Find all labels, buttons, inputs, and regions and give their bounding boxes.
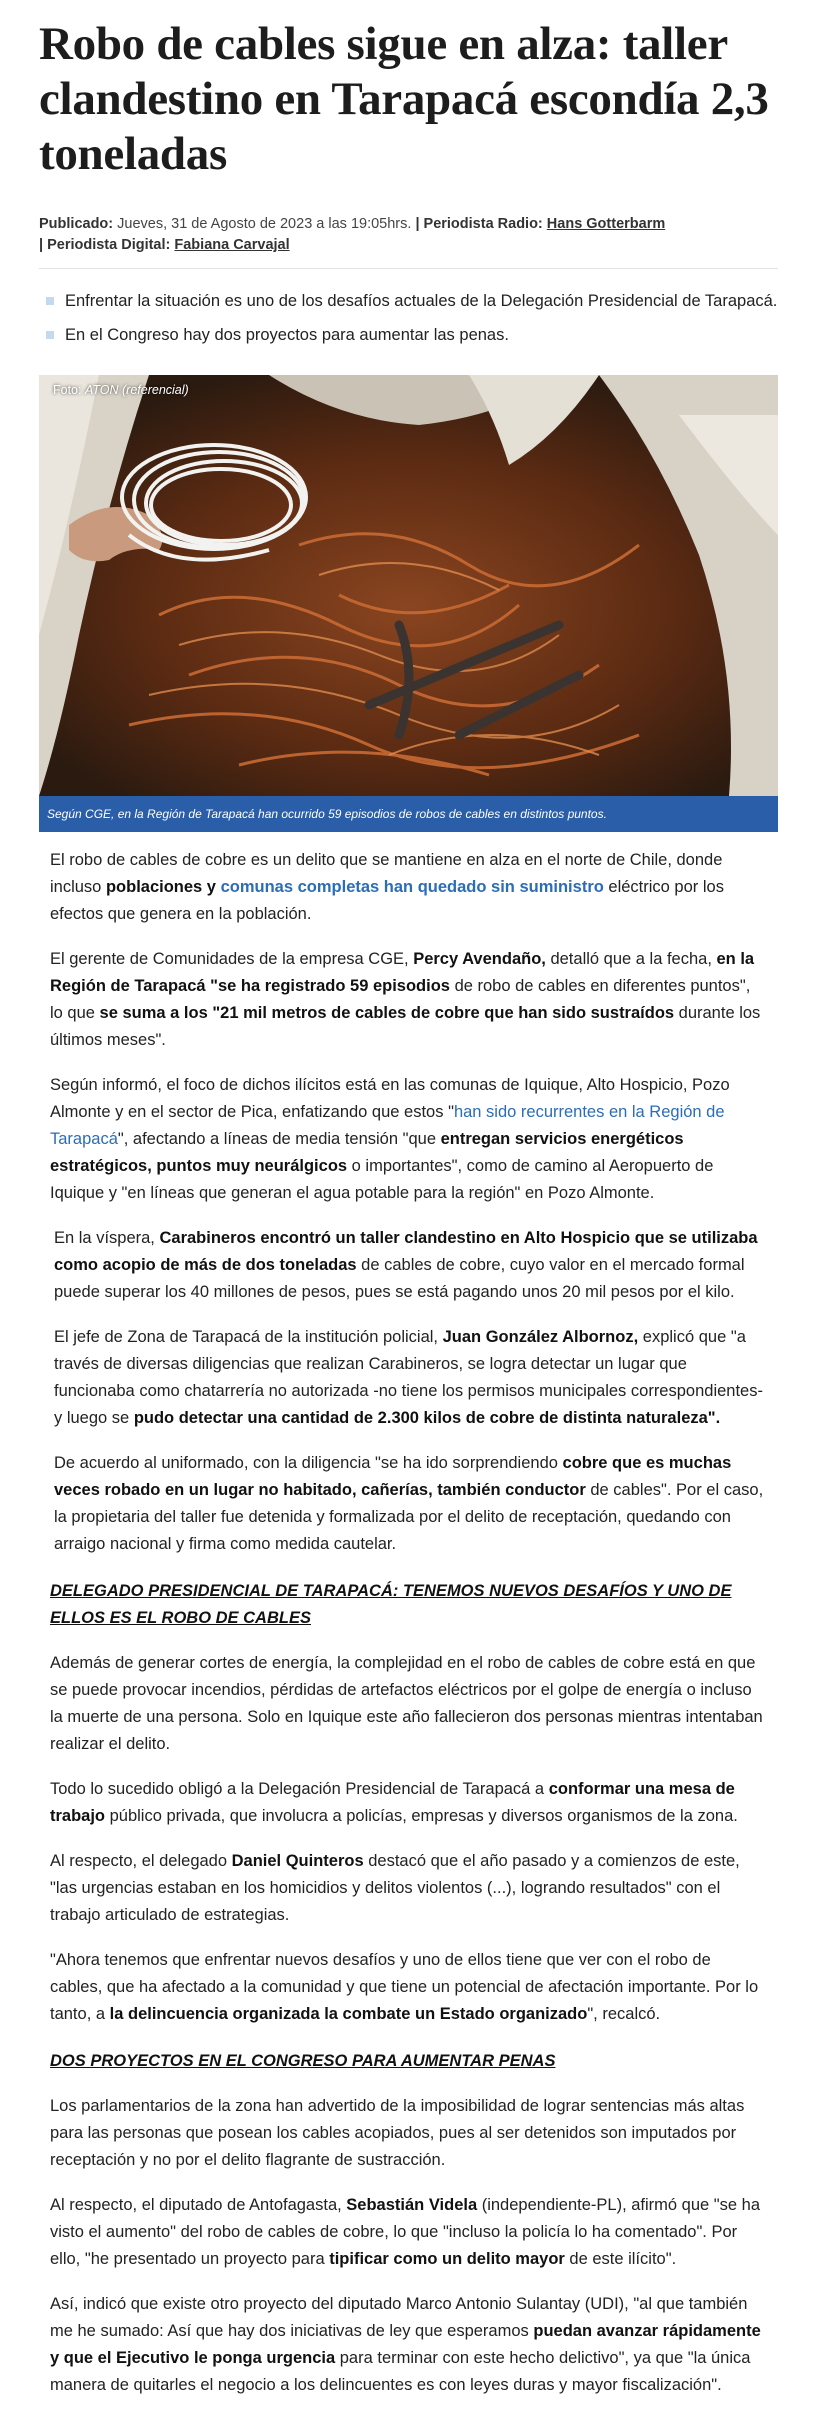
paragraph: Según informó, el foco de dichos ilícitos está en las comunas de Iquique, Alto Hospicio, Pozo Almonte y en el sector de Pica, enfatizando que estos "han sido recurrentes en la Región de Tarapacá", afectando a líneas de media tensión "que entregan servicios energéticos estratégicos, puntos muy neurálgicos o importantes", como de camino al Aeropuerto de Iquique y "en líneas que generan el agua potable para la región" en Pozo Almonte. [50, 1076, 730, 1202]
paragraph: Además de generar cortes de energía, la complejidad en el robo de cables de cobre está en que se puede provocar incendios, pérdidas de artefactos eléctricos por el golpe de energía o incluso la muerte de una persona. Solo en Iquique este año fallecieron dos personas mientras intentaban realizar el delito. [50, 1654, 763, 1753]
radio-journalist-link[interactable]: Hans Gotterbarm [546, 216, 666, 232]
paragraph: Al respecto, el delegado Daniel Quinteros destacó que el año pasado y a comienzos de este, "las urgencias estaban en los homicidios y delitos violentos (...), logrando resultados" con el trabajo articulado de estrategias. [50, 1852, 740, 1924]
paragraph: Todo lo sucedido obligó a la Delegación Presidencial de Tarapacá a conformar una mesa de trabajo público privada, que involucra a policías, empresas y diversos organismos de la zona. [50, 1780, 738, 1825]
article-body [39, 847, 778, 2399]
photo-illustration [39, 375, 778, 796]
article-title: Robo de cables sigue en alza: taller clandestino en Tarapacá escondía 2,3 toneladas [39, 18, 769, 180]
paragraph: El gerente de Comunidades de la empresa CGE, Percy Avendaño, detalló que a la fecha, en la Región de Tarapacá "se ha registrado 59 episodios de robo de cables en diferentes puntos", lo que se suma a los "21 mil metros de cables de cobre que han sido sustraídos durante los últimos meses". [50, 950, 761, 1049]
photo-caption: Según CGE, en la Región de Tarapacá han ocurrido 59 episodios de robos de cables en distintos puntos. [39, 796, 778, 832]
summary-bullet: Enfrentar la situación es uno de los desafíos actuales de la Delegación Presidencial de Tarapacá. [39, 289, 778, 313]
bullet-square-icon [46, 297, 54, 305]
paragraph: Al respecto, el diputado de Antofagasta, Sebastián Videla (independiente-PL), afirmó que "se ha visto el aumento" del robo de cables de cobre, lo que "incluso la policía lo ha comentado". Por ello, "he presentado un proyecto para tipificar como un delito mayor de este ilícito". [50, 2196, 761, 2268]
published-label: Publicado: [39, 216, 114, 232]
paragraph: El jefe de Zona de Tarapacá de la institución policial, Juan González Albornoz, explicó que "a través de diversas diligencias que realizan Carabineros, se logra detectar un lugar que funcionaba como chatarrería no autorizada -no tiene los permisos municipales correspondientes- y luego se pudo detectar una cantidad de 2.300 kilos de cobre de distinta naturaleza". [54, 1328, 763, 1427]
paragraph: Así, indicó que existe otro proyecto del diputado Marco Antonio Sulantay (UDI), "al que también me he sumado: Así que hay dos iniciativas de ley que esperamos puedan avanzar rápidamente y que el Ejecutivo le ponga urgencia para terminar con este hecho delictivo", ya que "la única manera de quitarles el negocio a los delincuentes es con leyes duras y mayor fiscalización". [50, 2295, 761, 2394]
article-figure [39, 375, 778, 832]
summary-bullet: En el Congreso hay dos proyectos para aumentar las penas. [39, 323, 778, 347]
section-heading: DELEGADO PRESIDENCIAL DE TARAPACÁ: TENEMOS NUEVOS DESAFÍOS Y UNO DE ELLOS ES EL ROBO DE CABLES [50, 1582, 732, 1627]
paragraph: En la víspera, Carabineros encontró un taller clandestino en Alto Hospicio que se utilizaba como acopio de más de dos toneladas de cables de cobre, cuyo valor en el mercado formal puede superar los 40 millones de pesos, pues se está pagando unos 20 mil pesos por el kilo. [54, 1229, 758, 1301]
digital-journalist-label: | Periodista Digital: [39, 237, 175, 253]
paragraph: Los parlamentarios de la zona han advertido de la imposibilidad de lograr sentencias más altas para las personas que posean los cables acopiados, pues al ser detenidos son imputados por receptación y no por el delito flagrante de sustracción. [50, 2097, 745, 2169]
paragraph: El robo de cables de cobre es un delito que se mantiene en alza en el norte de Chile, donde incluso poblaciones y comunas completas han quedado sin suministro eléctrico por los efectos que genera en la población. [50, 851, 724, 923]
article-container [0, 17, 817, 2399]
published-date: Jueves, 31 de Agosto de 2023 a las 19:05hrs. [113, 216, 416, 232]
digital-journalist-link[interactable]: Fabiana Carvajal [174, 237, 290, 253]
copper-cables-photo [39, 375, 778, 796]
bullet-square-icon [46, 331, 54, 339]
paragraph: De acuerdo al uniformado, con la diligencia "se ha ido sorprendiendo cobre que es muchas veces robado en un lugar no habitado, cañerías, también conductor de cables". Por el caso, la propietaria del taller fue detenida y formalizada por el delito de receptación, quedando con arraigo nacional y firma como medida cautelar. [54, 1454, 764, 1553]
photo-credit: Foto: ATON (referencial) [53, 383, 189, 397]
section-heading: DOS PROYECTOS EN EL CONGRESO PARA AUMENTAR PENAS [50, 2052, 556, 2070]
radio-journalist-label: | Periodista Radio: [415, 216, 547, 232]
article-meta [39, 214, 778, 269]
paragraph: "Ahora tenemos que enfrentar nuevos desafíos y uno de ellos tiene que ver con el robo de cables, que ha afectado a la comunidad y que tiene un potencial de afectación importante. Por lo tanto, a la delincuencia organizada la combate un Estado organizado", recalcó. [50, 1951, 759, 2023]
link-comunas-sin-suministro[interactable]: comunas completas han quedado sin suministro [220, 878, 604, 896]
link-recurrentes-tarapaca[interactable]: han sido recurrentes en la Región de Tarapacá [50, 1103, 725, 1148]
summary-bullets [39, 289, 778, 347]
